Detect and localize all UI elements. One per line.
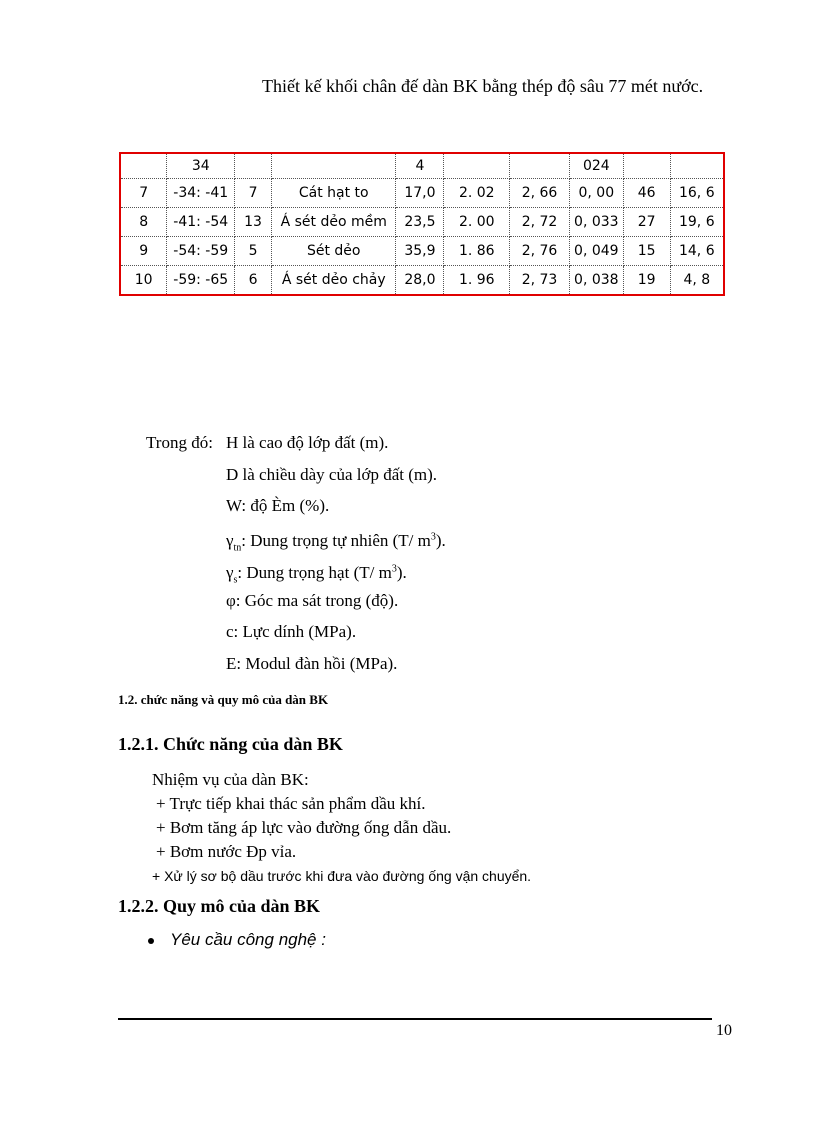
table-cell: Á sét dẻo chảy (272, 266, 396, 296)
table-cell: 2, 72 (510, 208, 570, 237)
table-cell: 34 (167, 153, 235, 179)
table-cell: 14, 6 (670, 237, 724, 266)
table-cell: 7 (120, 179, 167, 208)
table-cell: 13 (235, 208, 272, 237)
table-cell: 1. 96 (444, 266, 510, 296)
table-row (120, 237, 724, 266)
legend-d: D là chiều dày của lớp đất (m). (226, 464, 438, 484)
table-cell: Á sét dẻo mềm (272, 208, 396, 237)
table-cell: 0, 033 (569, 208, 623, 237)
table-cell (510, 153, 570, 179)
table-cell: 1. 86 (444, 237, 510, 266)
section-heading-1-2: 1.2. chức năng và quy mô của dàn BK (118, 692, 329, 707)
table-cell: 0, 038 (569, 266, 623, 296)
table-row (120, 266, 724, 296)
legend-e: E: Modul đàn hồi (MPa). (226, 653, 398, 673)
table-cell: 8 (120, 208, 167, 237)
table-cell: 19, 6 (670, 208, 724, 237)
legend-w: W: độ Èm (%). (226, 496, 330, 515)
legend-gamma-tn: $\gamma_{tn}$: Dung trọng tự nhiên (T/ $m^3$). (226, 531, 446, 554)
table-row (120, 153, 724, 179)
legend-lead: Trong đó: (146, 433, 213, 452)
table-cell: 4 (396, 153, 444, 179)
table-cell (444, 153, 510, 179)
duty-item: + Bơm tăng áp lực vào đường ống dẫn dầu. (156, 818, 452, 837)
table-row (120, 179, 724, 208)
footer-rule (118, 1018, 712, 1020)
duty-item: + Bơm nước Ðp vỉa. (156, 842, 297, 861)
bullet-dot-icon (148, 938, 154, 944)
table-cell: 16, 6 (670, 179, 724, 208)
legend-gamma-s: $\gamma_s$: Dung trọng hạt (T/ $m^3$). (226, 562, 407, 586)
table-cell: -54: -59 (167, 237, 235, 266)
table-cell: 28,0 (396, 266, 444, 296)
table-cell: 19 (623, 266, 670, 296)
table-cell (623, 153, 670, 179)
duties-list (152, 769, 531, 889)
duty-item: + Xử lý sơ bộ dầu trước khi đưa vào đường ống vận chuyển. (152, 868, 532, 884)
table-cell (272, 153, 396, 179)
table-cell: Cát hạt to (272, 179, 396, 208)
legend-phi: φ: Góc ma sát trong (độ). (226, 590, 399, 610)
page-number: 10 (716, 1022, 732, 1039)
soil-table-body (120, 153, 724, 295)
table-cell: 4, 8 (670, 266, 724, 296)
table-cell (235, 153, 272, 179)
table-cell: -34: -41 (167, 179, 235, 208)
table-cell: 27 (623, 208, 670, 237)
table-cell: 46 (623, 179, 670, 208)
duties-title: Nhiệm vụ của dàn BK: (152, 770, 309, 789)
legend-h: H là cao độ lớp đất (m). (226, 433, 389, 452)
table-cell: 2, 76 (510, 237, 570, 266)
table-cell: 6 (235, 266, 272, 296)
table-cell: 2. 02 (444, 179, 510, 208)
table-cell: 35,9 (396, 237, 444, 266)
soil-properties-table (119, 152, 725, 296)
section-heading-1-2-1: 1.2.1. Chức năng của dàn BK (118, 734, 343, 754)
table-cell: 10 (120, 266, 167, 296)
table-cell: 0, 049 (569, 237, 623, 266)
table-cell: 5 (235, 237, 272, 266)
table-cell: 2, 73 (510, 266, 570, 296)
table-row (120, 208, 724, 237)
table-cell: Sét dẻo (272, 237, 396, 266)
bullet-item: Yêu cầu công nghệ : (148, 930, 326, 950)
table-cell: 17,0 (396, 179, 444, 208)
table-cell: 2. 00 (444, 208, 510, 237)
table-cell: -41: -54 (167, 208, 235, 237)
section-heading-1-2-2: 1.2.2. Quy mô của dàn BK (118, 896, 321, 916)
table-cell: 9 (120, 237, 167, 266)
legend-c: c: Lực dính (MPa). (226, 622, 357, 641)
table-cell (670, 153, 724, 179)
table-cell: 15 (623, 237, 670, 266)
table-cell: 23,5 (396, 208, 444, 237)
table-cell: 2, 66 (510, 179, 570, 208)
page-header-title: Thiết kế khối chân đế dàn BK bằng thép độ sâu 77 mét nước. (262, 76, 704, 96)
table-cell: 0, 00 (569, 179, 623, 208)
table-cell (120, 153, 167, 179)
duty-item: + Trực tiếp khai thác sản phẩm dầu khí. (156, 794, 426, 813)
table-cell: 024 (569, 153, 623, 179)
table-cell: -59: -65 (167, 266, 235, 296)
table-cell: 7 (235, 179, 272, 208)
legend (146, 432, 446, 684)
